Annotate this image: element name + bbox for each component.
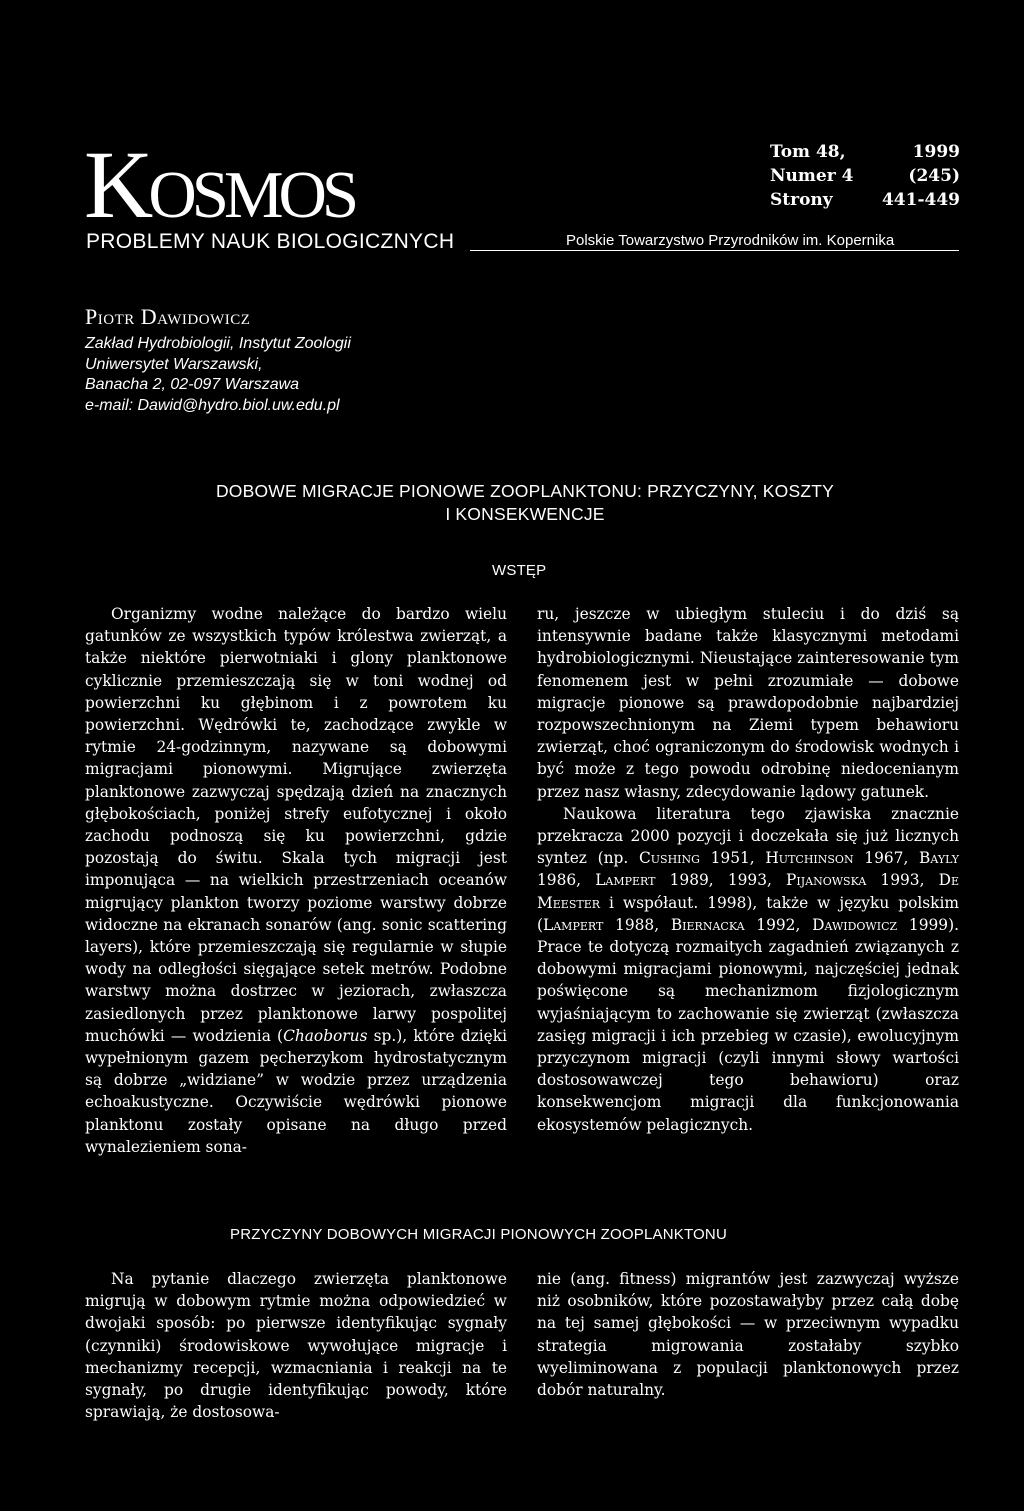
text-run: 1993, — [866, 871, 939, 890]
taxon-name: Chaoborus — [283, 1026, 368, 1045]
publisher-line: Polskie Towarzystwo Przyrodników im. Kopernika — [566, 232, 959, 251]
text-run: 1988, — [603, 915, 671, 934]
issue-pages — [770, 188, 960, 212]
issue-volume-value: 1999 — [912, 142, 960, 162]
author-name: Piotr Dawidowicz — [85, 304, 251, 329]
citation-author: Pijanowska — [786, 871, 867, 890]
journal-logo: Kosmos — [84, 131, 355, 238]
section-heading-intro: WSTĘP — [492, 562, 547, 579]
citation-author: Hutchinson — [765, 849, 854, 868]
author-affiliation — [85, 334, 351, 416]
causes-paragraph-1: Na pytanie dlaczego zwierzęta planktonowe migrują w dobowym rytmie można odpowiedzieć w dwojaki sposób: po pierwsze identyfikując sygnały (czynniki) środowiskowe wywołujące migracje i mechanizmy recepcji, wzmacniania i reakcji na te sygnały, po drugie identyfikując powody, które sprawiają, że dostosowa- — [85, 1270, 507, 1422]
causes-paragraph-1-cont: nie (ang. fitness) migrantów jest zazwyczaj wyższe niż osobników, które pozostawałyby przez całą dobę na tej samej głębokości — w przeciwnym wypadku strategia migrowania zostałaby szybko wyeliminowana z populacji planktonowych przez dobór naturalny. — [537, 1270, 959, 1400]
issue-pages-label: Strony — [770, 190, 833, 210]
journal-subtitle: PROBLEMY NAUK BIOLOGICZNYCH — [86, 230, 455, 253]
header-rule — [470, 250, 570, 251]
issue-info — [770, 140, 960, 212]
intro-paragraph-2 — [537, 803, 959, 1136]
citation-author: Lampert — [543, 915, 604, 934]
title-line-1: DOBOWE MIGRACJE PIONOWE ZOOPLANKTONU: PRZYCZYNY, KOSZTY — [215, 481, 835, 501]
intro-paragraph-1-cont: ru, jeszcze w ubiegłym stuleciu i do dziś są intensywnie badane także klasycznymi metodami hydrobiologicznymi. Nieustające zainteresowanie tym fenomenem jest w pełni zrozumiałe — dobowe migracje pionowe są prawdopodobnie najbardziej rozpowszechnionym na Ziemi typem behawioru zwierząt, choć ograniczonym do środowisk wodnych i być może z tego powodu odrobinę niedocenianym przez nasz własny, zdecydowanie lądowy gatunek. — [537, 605, 959, 801]
text-run: 1967, — [853, 849, 920, 868]
citation-author: Biernacka — [670, 915, 745, 934]
issue-pages-value: 441-449 — [881, 190, 960, 210]
intro-right-column — [537, 603, 959, 1136]
text-run: 1951, — [699, 849, 766, 868]
citation-author: Lampert — [595, 871, 656, 890]
causes-right-column — [537, 1268, 959, 1401]
section-heading-causes: PRZYCZYNY DOBOWYCH MIGRACJI PIONOWYCH ZOOPLANKTONU — [230, 1226, 727, 1243]
text-run: sp.), które dzięki wypełnionym gazem pęcherzykom hydrostatycznym są dobrze „widziane” w wodzie przez urządzenia echoakustyczne. Oczywiście wędrówki pionowe planktonu zostały opisane na długo przed wynalezieniem sona- — [85, 1026, 507, 1156]
affiliation-line: Uniwersytet Warszawski, — [85, 355, 263, 373]
issue-volume-label: Tom 48, — [770, 142, 846, 162]
citation-author: De Meester — [537, 871, 959, 912]
citation-author: Dawidowicz — [812, 915, 898, 934]
title-line-2: I KONSEKWENCJE — [445, 504, 605, 524]
issue-number-value: (245) — [908, 166, 960, 186]
citation-author: Cushing — [638, 849, 700, 868]
affiliation-line: Zakład Hydrobiologii, Instytut Zoologii — [85, 335, 351, 352]
text-run: 1986, — [537, 871, 596, 890]
author-email: e-mail: Dawid@hydro.biol.uw.edu.pl — [85, 396, 340, 414]
article-title — [120, 480, 930, 526]
causes-left-column — [85, 1268, 507, 1423]
issue-volume — [770, 140, 960, 164]
citation-author: Bayly — [919, 849, 959, 868]
text-run: 1999). Prace te dotyczą rozmaitych zagadnień związanych z dobowymi migracjami pionowymi, najczęściej jednak poświęcone są mechanizmom fizjologicznym wyjaśniającym to zachowanie się zwierząt (zwłaszcza zasięg migracji i ich przebieg w czasie), ewolucyjnym przyczynom migracji (czyli innymi słowy wartości dostosowawczej tego behawioru) oraz konsekwencjom migracji dla funkcjonowania ekosystemów pelagicznych. — [537, 915, 959, 1134]
text-run: 1989, 1993, — [655, 871, 787, 890]
intro-paragraph-1 — [85, 603, 507, 1158]
issue-number-label: Numer 4 — [770, 166, 854, 186]
affiliation-line: Banacha 2, 02-097 Warszawa — [85, 376, 300, 393]
text-run: Naukowa literatura tego zjawiska znacznie przekracza 2000 pozycji i doczekała się już licznych syntez (np. — [537, 804, 959, 868]
intro-left-column — [85, 603, 507, 1158]
text-run: 1992, — [744, 915, 813, 934]
text-run: i współaut. 1998), także w języku polskim ( — [537, 893, 959, 934]
text-run: Organizmy wodne należące do bardzo wielu gatunków ze wszystkich typów królestwa zwierząt, a także niektóre pierwotniaki i glony planktonowe cyklicznie przemieszczają się w toni wodnej od powierzchni ku głębinom i z powrotem ku powierzchni. Wędrówki te, zachodzące zwykle w rytmie 24-godzinnym, nazywane są dobowymi migracjami pionowymi. Migrujące zwierzęta planktonowe zazwyczaj spędzają dzień na znacznych głębokościach, poniżej strefy eufotycznej i około zachodu podnoszą się ku powierzchni, gdzie pozostają do świtu. Skala tych migracji jest imponująca — na wielkich przestrzeniach oceanów migrujący plankton tworzy poziome warstwy dobrze widoczne na ekranach sonarów (ang. sonic scattering layers), które przemieszczają się regularnie w słupie wody na odległości sięgające setek metrów. Podobne warstwy można dostrzec w jeziorach, zwłaszcza zasiedlonych przez planktonowe larwy pospolitej muchówki — wodzienia ( — [85, 605, 507, 1045]
issue-number — [770, 164, 960, 188]
